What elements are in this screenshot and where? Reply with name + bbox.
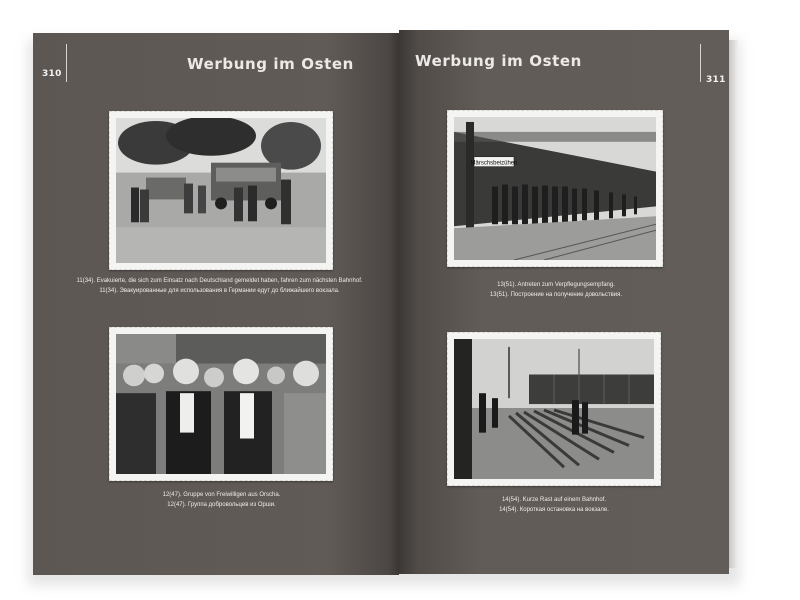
photo-rest-image bbox=[454, 339, 654, 479]
station-sign: Märschsbeizühen bbox=[470, 160, 518, 167]
caption-photo-11 bbox=[72, 277, 367, 296]
photo-train-platform bbox=[447, 110, 663, 267]
caption-photo-14 bbox=[456, 496, 652, 515]
caption-russian: 12(47). Группа добровольцев из Орши. bbox=[167, 501, 276, 508]
caption-german: 12(47). Gruppe von Freiwilligen aus Orscha. bbox=[162, 492, 281, 498]
caption-russian: 13(51). Построение на получение довольствия. bbox=[489, 291, 623, 298]
photo-rest-at-station bbox=[447, 332, 661, 486]
caption-german: 14(54). Kurze Rast auf einem Bahnhof. bbox=[501, 497, 607, 503]
caption-photo-13 bbox=[456, 281, 656, 300]
photo-volunteers-image bbox=[116, 334, 326, 474]
photo-train-image bbox=[454, 117, 656, 260]
page-number-left: 310 bbox=[42, 69, 62, 79]
caption-russian: 14(54). Короткая остановка на вокзале. bbox=[499, 506, 609, 513]
caption-german: 11(34). Evakuierte, die sich zum Einsatz nach Deutschland gemeldet haben, fahren zum nächsten Bahnhof. bbox=[76, 278, 363, 284]
caption-russian: 11(34). Эвакуированные для использования в Германии едут до ближайшего вокзала. bbox=[99, 287, 340, 294]
photo-evacuees-trucks bbox=[109, 111, 333, 270]
caption-photo-12 bbox=[119, 491, 324, 510]
photo-group-volunteers bbox=[109, 327, 333, 481]
photo-evacuees-image bbox=[116, 118, 326, 263]
header-rule-left bbox=[66, 44, 67, 82]
header-rule-right bbox=[700, 44, 701, 82]
page-edges bbox=[729, 40, 738, 568]
page-number-right: 311 bbox=[706, 75, 726, 85]
running-title-left: Werbung im Osten bbox=[187, 55, 354, 73]
caption-german: 13(51). Antreten zum Verpflegungsempfang. bbox=[497, 282, 615, 288]
running-title-right: Werbung im Osten bbox=[415, 52, 582, 70]
